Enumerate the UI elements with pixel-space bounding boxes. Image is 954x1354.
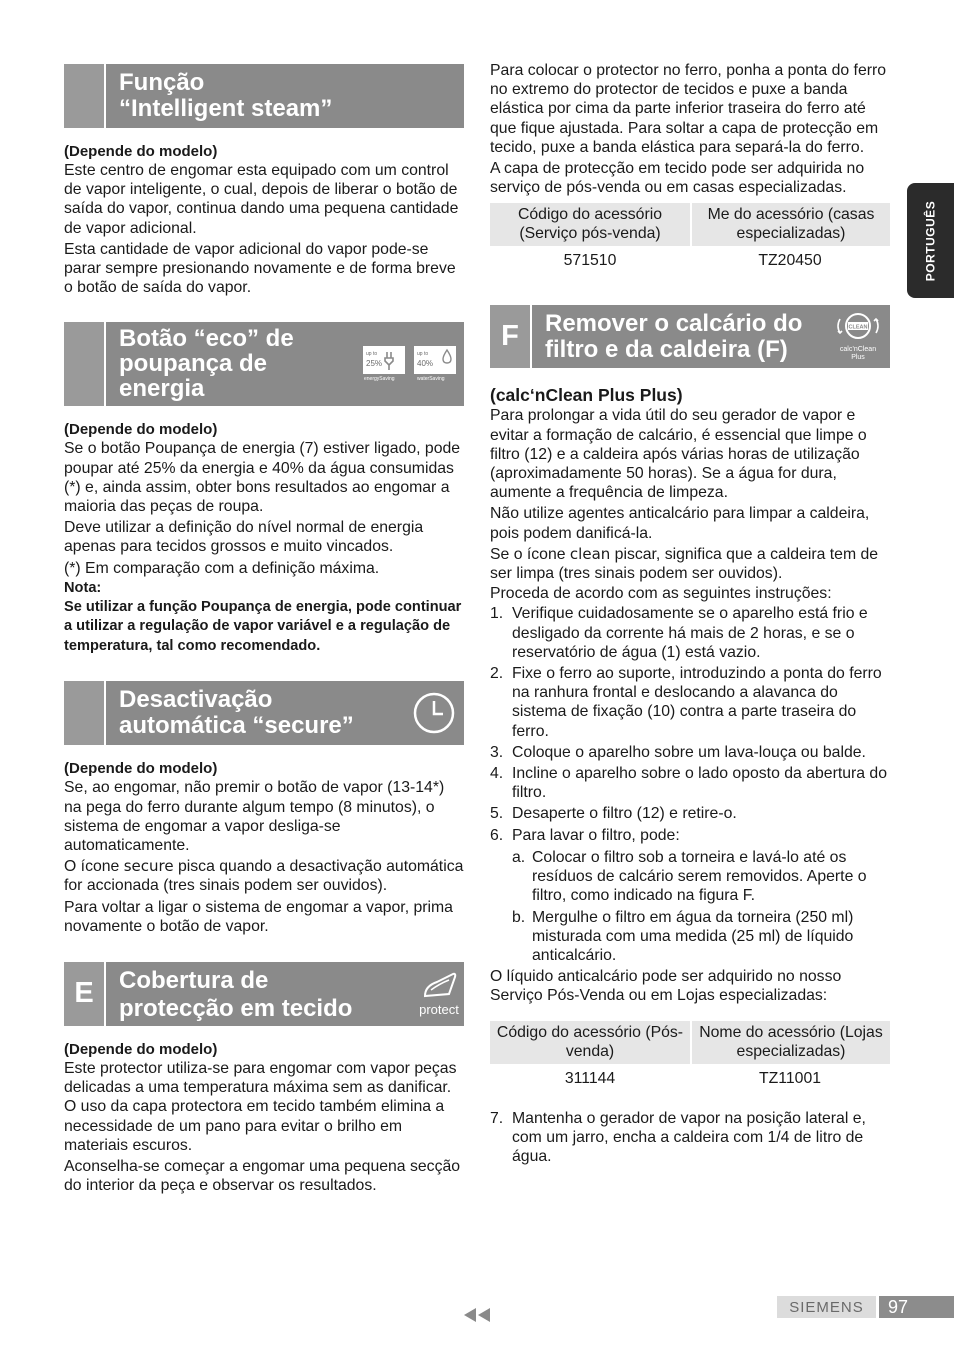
eco-icons — [363, 346, 456, 382]
paragraph: Não utilize agentes anticalcário para limpar a caldeira, pois podem danificá-la. — [490, 505, 870, 542]
list-item — [490, 743, 890, 762]
section-letter-f: F — [490, 305, 532, 368]
step-text: Colocar o filtro sob a torneira e lavá-lo até os resíduos de calcário serem removidos. Aperte o filtro, como indicado na figura F. — [532, 848, 867, 905]
section-header-protect — [64, 962, 464, 1026]
note-label: Nota: — [64, 579, 102, 596]
section-title-line: Botão “eco” de — [119, 325, 294, 353]
energy-icon-label: energySaving — [364, 376, 395, 383]
paragraph: Este protector utiliza-se para engomar com vapor peças delicadas a uma temperatura máxima sem as danificar. O uso da capa protectora em tecido também elimina a necessidade de um pano para evitar o brilho em materiais escuros. — [64, 1059, 457, 1154]
section-header-calc-clean — [490, 305, 890, 368]
paragraph: Este centro de engomar esta equipado com um control de vapor inteligente, o cual, depois de liberar o botão de saída do vapor, continua dando uma pequena cantidade de vapor adicional. — [64, 162, 459, 237]
paragraph-text: Se o ícone — [490, 545, 570, 563]
table-cell: 311144 — [564, 1069, 616, 1087]
clean-badge-text: CLEAN — [848, 324, 868, 331]
paragraph: Para voltar a ligar o sistema de engomar a vapor, prima novamente o botão de vapor. — [64, 898, 453, 935]
section-title-line: “Intelligent steam” — [119, 95, 333, 122]
section-title — [106, 64, 464, 128]
language-tab-label: PORTUGUÊS — [923, 200, 938, 281]
clock-icon — [412, 691, 456, 735]
accessory-table-descaler — [490, 1021, 890, 1093]
note-text: Se utilizar a função Poupança de energia, pode continuar a utilizar a regulação de vapor variável e a regulação de temperatura, tal como recomendado. — [64, 598, 462, 654]
step-text: Mantenha o gerador de vapor na posição lateral e, com um jarro, encha a caldeira com 1/4 de litro de água. — [512, 1109, 866, 1165]
calc-clean-label — [828, 346, 888, 362]
step-text: Fixe o ferro ao suporte, introduzindo a ponta do ferro na ranhura frontal e deslocando a alavanca do sistema de fixação (10) contra a parte traseira do ferro. — [512, 665, 882, 740]
section-title-line: Desactivação — [119, 686, 273, 714]
calc-clean-label-line: Plus — [851, 354, 865, 362]
table-row — [490, 1064, 890, 1093]
calc-clean-icon — [830, 311, 886, 341]
model-note: (Depende do modelo) — [64, 1040, 218, 1058]
list-item — [512, 908, 890, 966]
table-cell: TZ20450 — [758, 252, 822, 270]
step-number: 3. — [490, 743, 504, 761]
list-item — [490, 1109, 890, 1167]
right-column — [490, 61, 890, 1168]
model-note: (Depende do modelo) — [64, 421, 218, 439]
section-title-line: Função — [119, 69, 205, 96]
brand-label: SIEMENS — [777, 1296, 876, 1318]
energy-saving-icon — [363, 346, 405, 382]
step-number: 4. — [490, 765, 504, 783]
iron-protect-icon — [419, 970, 459, 1000]
paragraph: Aconselha-se começar a engomar uma pequena secção do interior da peça e observar os resultados. — [64, 1157, 461, 1195]
page-number: 97 — [879, 1296, 954, 1318]
table-header: Código do acessório (Serviço pós-venda) — [490, 203, 690, 246]
paragraph: Para prolongar a vida útil do seu gerador de vapor e evitar a formação de calcário, é essencial que limpe o filtro (12) e a caldeira após várias horas de utilização (aproximadamente 50 horas). Se a água for dura, aumente a frequência de limpeza. — [490, 407, 867, 502]
section-header-eco — [64, 322, 464, 406]
table-row — [490, 246, 890, 275]
paragraph — [64, 857, 464, 895]
accessory-table-protector — [490, 203, 890, 275]
model-note: (Depende do modelo) — [64, 760, 218, 778]
section-header-intelligent-steam — [64, 64, 464, 128]
protect-icon-group — [419, 970, 459, 1017]
step-number: 7. — [490, 1109, 504, 1127]
language-tab — [907, 183, 954, 298]
table-cell: TZ11001 — [758, 1069, 822, 1087]
step-text: Coloque o aparelho sobre um lava-louça ou balde. — [512, 743, 866, 761]
section-title-line: automática “secure” — [119, 712, 354, 740]
calc-clean-icon-group — [828, 311, 888, 362]
list-item — [490, 804, 890, 823]
paragraph-text: O ícone — [64, 858, 124, 876]
clean-icon-text: clean — [569, 544, 611, 563]
table-cell: 571510 — [563, 252, 617, 270]
water-saving-icon — [414, 346, 456, 382]
section-title-line: filtro e da caldeira (F) — [545, 336, 788, 364]
step-text: Desaperte o filtro (12) e retire-o. — [512, 805, 737, 823]
footnote: (*) Em comparação com a definição máxima. — [64, 559, 380, 577]
table-header: Código do acessório (Pós-venda) — [490, 1021, 690, 1064]
paragraph: Esta cantidade de vapor adicional do vapor pode-se parar sempre presionando novamente e de forma breve o botão de saída do vapor. — [64, 240, 456, 297]
paragraph — [490, 545, 890, 583]
section-header-secure — [64, 681, 464, 745]
step-text: Incline o aparelho sobre o lado oposto da abertura do filtro. — [512, 765, 888, 802]
water-icon-pct: 40% — [417, 359, 434, 369]
protect-icon-label: protect — [419, 1001, 459, 1017]
step-number: a. — [512, 848, 526, 866]
paragraph: O líquido anticalcário pode ser adquirido no nosso Serviço Pós-Venda ou em Lojas especializadas: — [490, 968, 842, 1005]
energy-icon-pct: 25% — [366, 359, 383, 369]
section-title — [106, 681, 464, 745]
section-title-line: energia — [119, 375, 205, 403]
step-text: Verifique cuidadosamente se o aparelho está frio e desligado da corrente há mais de 2 horas, e se o reservatório de água (1) está vazio. — [512, 605, 868, 661]
step-text: Para lavar o filtro, pode: — [512, 826, 680, 844]
step-number: 5. — [490, 805, 504, 823]
secure-icon-text: secure — [123, 857, 174, 876]
section-subtitle: (calc‘nClean Plus Plus) — [490, 385, 683, 406]
left-column — [64, 64, 464, 1196]
calc-clean-label-line: calc’nClean — [839, 346, 877, 354]
paragraph: Se o botão Poupança de energia (7) estiver ligado, pode poupar até 25% da energia e 40% da água consumidas (*) e, ainda assim, obter bons resultados ao engomar a maioria das peças de roupa. — [64, 440, 461, 516]
step-number: 2. — [490, 665, 504, 683]
paragraph: Deve utilizar a definição do nível normal de energia apenas para tecidos grossos e muito vincados. — [64, 519, 424, 556]
table-header: Me do acessório (casas especializadas) — [690, 203, 890, 246]
water-icon-label: waterSaving — [417, 376, 445, 383]
section-letter-box — [64, 322, 106, 406]
section-title — [106, 962, 464, 1026]
section-letter-e: E — [64, 962, 106, 1026]
energy-icon-top: up to — [366, 351, 378, 358]
paragraph-text: piscar, significa que a caldeira tem de ser limpa (tres sinais podem ser ouvidos). — [490, 545, 879, 583]
water-icon-top: up to — [417, 351, 429, 358]
sub-steps — [512, 848, 890, 965]
section-title-line: Cobertura de — [119, 966, 269, 994]
list-item — [490, 764, 890, 802]
paragraph: Proceda de acordo com as seguintes instruções: — [490, 585, 832, 603]
list-item — [490, 826, 890, 965]
model-note: (Depende do modelo) — [64, 143, 218, 160]
section-letter-box — [64, 64, 106, 128]
list-item — [490, 664, 890, 741]
section-letter-box — [64, 681, 106, 745]
step-number: 6. — [490, 826, 504, 844]
paragraph-text: pisca quando a desactivação automática for accionada (tres sinais podem ser ouvidos). — [64, 858, 464, 895]
list-item — [512, 848, 890, 906]
step-number: 1. — [490, 605, 504, 623]
section-title-line: Remover o calcário do — [545, 310, 803, 338]
table-header: Nome do acessório (Lojas especializadas) — [690, 1021, 890, 1064]
section-title-line: protecção em tecido — [119, 994, 353, 1022]
paragraph: Para colocar o protector no ferro, ponha a ponta do ferro no extremo do protector de tecidos e puxe a banda elástica por cima da parte inferior traseira do ferro até que fique ajustada. Para soltar a capa de protecção em tecido, puxe a banda elástica para separá-la do ferro. — [490, 62, 887, 156]
list-item — [490, 604, 890, 662]
section-title-line: poupança de — [119, 350, 268, 378]
paragraph: A capa de protecção em tecido pode ser adquirida no serviço de pós-venda ou em casas especializadas. — [490, 160, 865, 197]
previous-page-icon[interactable] — [464, 1308, 492, 1322]
step-text: Mergulhe o filtro em água da torneira (250 ml) misturada com uma medida (25 ml) de líquido anticalcário. — [532, 908, 854, 964]
instruction-steps-continued — [490, 1109, 890, 1167]
step-number: b. — [512, 908, 526, 926]
instruction-steps — [490, 604, 890, 965]
paragraph: Se, ao engomar, não premir o botão de vapor (13-14*) na pega do ferro durante algum tempo (8 minutos), o sistema de engomar a vapor desliga-se automaticamente. — [64, 779, 445, 854]
